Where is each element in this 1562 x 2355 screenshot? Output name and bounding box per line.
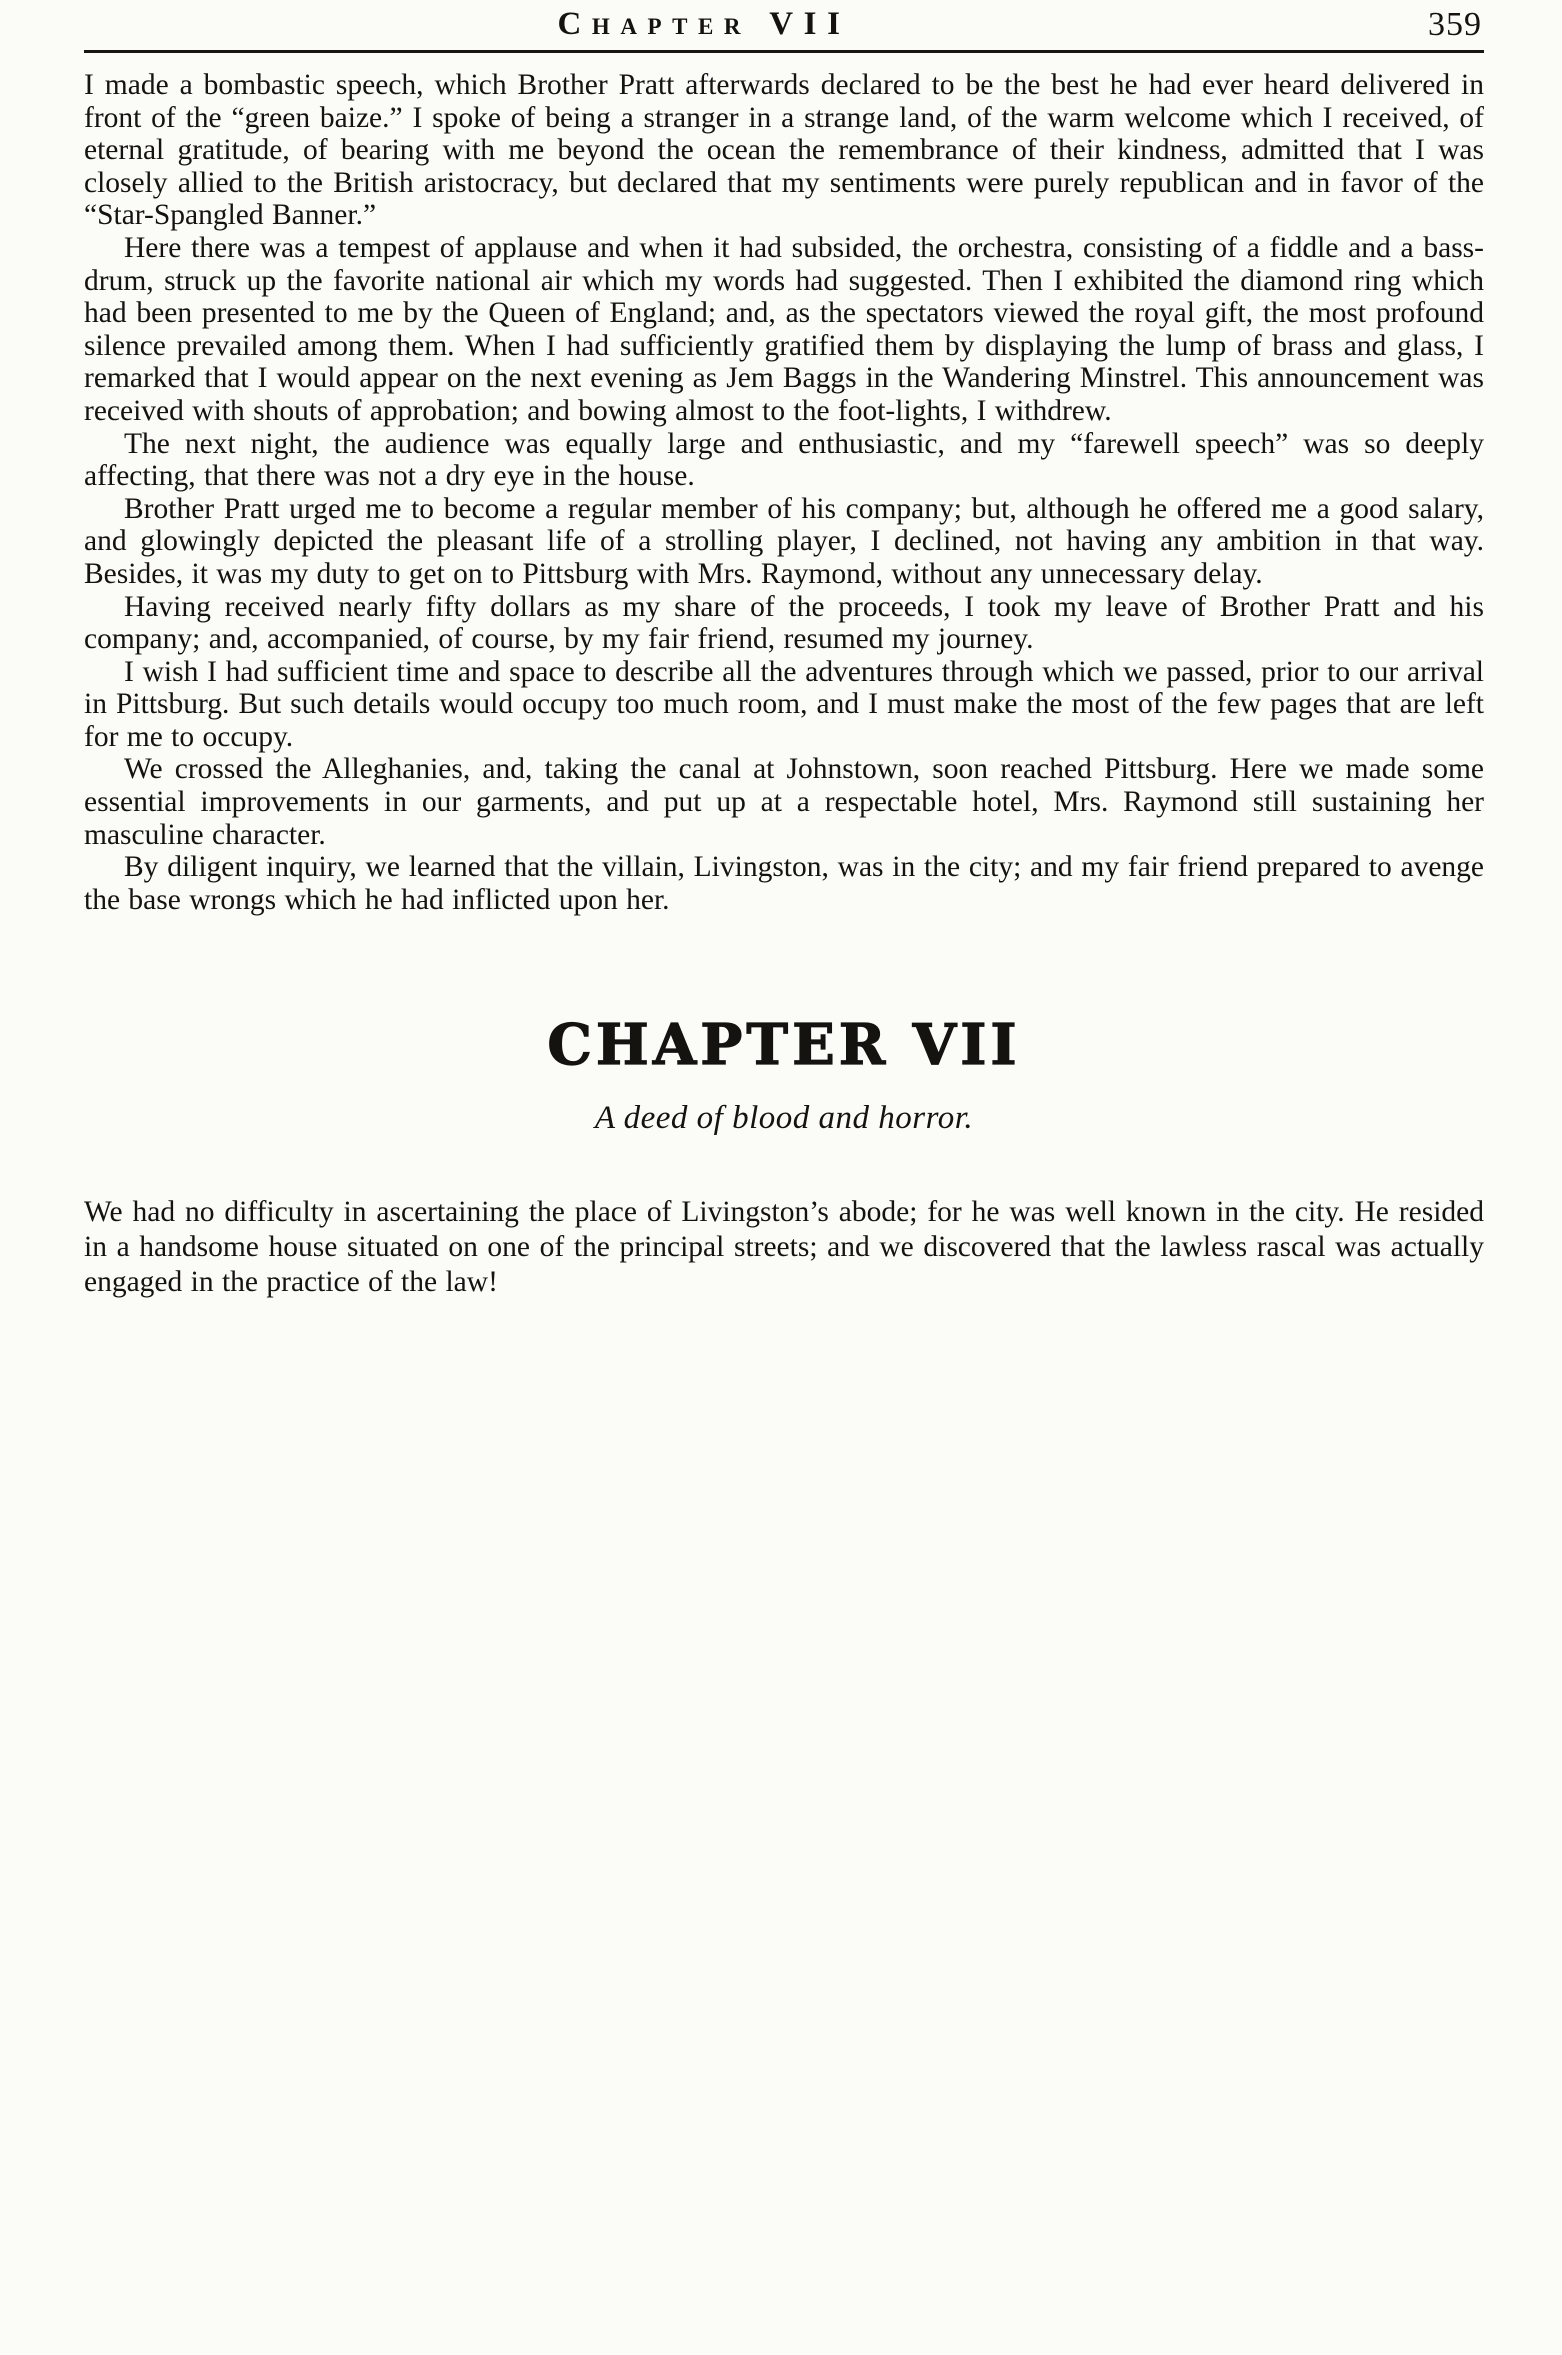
paragraph: I wish I had sufficient time and space to describe all the adventures through which we passed, prior to our arrival in Pittsburg. But such details would occupy too much room, and I must make the most of the few pages that are left for me to occupy. <box>84 655 1484 753</box>
chapter-opening <box>84 1012 1484 1300</box>
running-head-chapter-title: Chapter VII <box>557 6 851 42</box>
chapter-heading: CHAPTER VII <box>547 1012 1021 1079</box>
paragraph: Having received nearly fifty dollars as my share of the proceeds, I took my leave of Brother Pratt and his company; and, accompanied, of course, by my fair friend, resumed my journey. <box>84 590 1484 656</box>
paragraph: The next night, the audience was equally large and enthusiastic, and my “farewell speech” was so deeply affecting, that there was not a dry eye in the house. <box>84 427 1484 493</box>
page-number: 359 <box>1428 6 1482 43</box>
chapter-subtitle: A deed of blood and horror. <box>594 1100 974 1137</box>
paragraph: Here there was a tempest of applause and when it had subsided, the orchestra, consisting of a fiddle and a bass-drum, struck up the favorite national air which my words had suggested. Then I exhibited the diamond ring which had been presented to me by the Queen of England; and, as the spectators viewed the royal gift, the most profound silence prevailed among them. When I had sufficiently gratified them by displaying the lump of brass and glass, I remarked that I would appear on the next evening as Jem Baggs in the Wandering Minstrel. This announcement was received with shouts of approbation; and bowing almost to the foot-lights, I withdrew. <box>84 231 1484 427</box>
paragraph: We crossed the Alleghanies, and, taking the canal at Johnstown, soon reached Pittsburg. Here we made some essential improvements in our garments, and put up at a respectable hotel, Mrs. Raymond still sustaining her masculine character. <box>84 753 1484 851</box>
body-text <box>84 69 1484 916</box>
paragraph: By diligent inquiry, we learned that the villain, Livingston, was in the city; and my fair friend prepared to avenge the base wrongs which he had inflicted upon her. <box>84 851 1484 916</box>
header-rule <box>84 50 1484 53</box>
paragraph: I made a bombastic speech, which Brother Pratt afterwards declared to be the best he had ever heard delivered in front of the “green baize.” I spoke of being a stranger in a strange land, of the warm welcome which I received, of eternal gratitude, of bearing with me beyond the ocean the remembrance of their kindness, admitted that I was closely allied to the British aristocracy, but declared that my sentiments were purely republican and in favor of the “Star-Spangled Banner.” <box>84 69 1484 232</box>
paragraph: We had no difficulty in ascertaining the place of Livingston’s abode; for he was well known in the city. He resided in a handsome house situated on one of the principal streets; and we discovered that the lawless rascal was actually engaged in the practice of the law! <box>84 1196 1484 1299</box>
paragraph: Brother Pratt urged me to become a regular member of his company; but, although he offered me a good salary, and glowingly depicted the pleasant life of a strolling player, I declined, not having any ambition in that way. Besides, it was my duty to get on to Pittsburg with Mrs. Raymond, without any unnecessary delay. <box>84 492 1484 590</box>
running-head <box>84 6 1484 48</box>
